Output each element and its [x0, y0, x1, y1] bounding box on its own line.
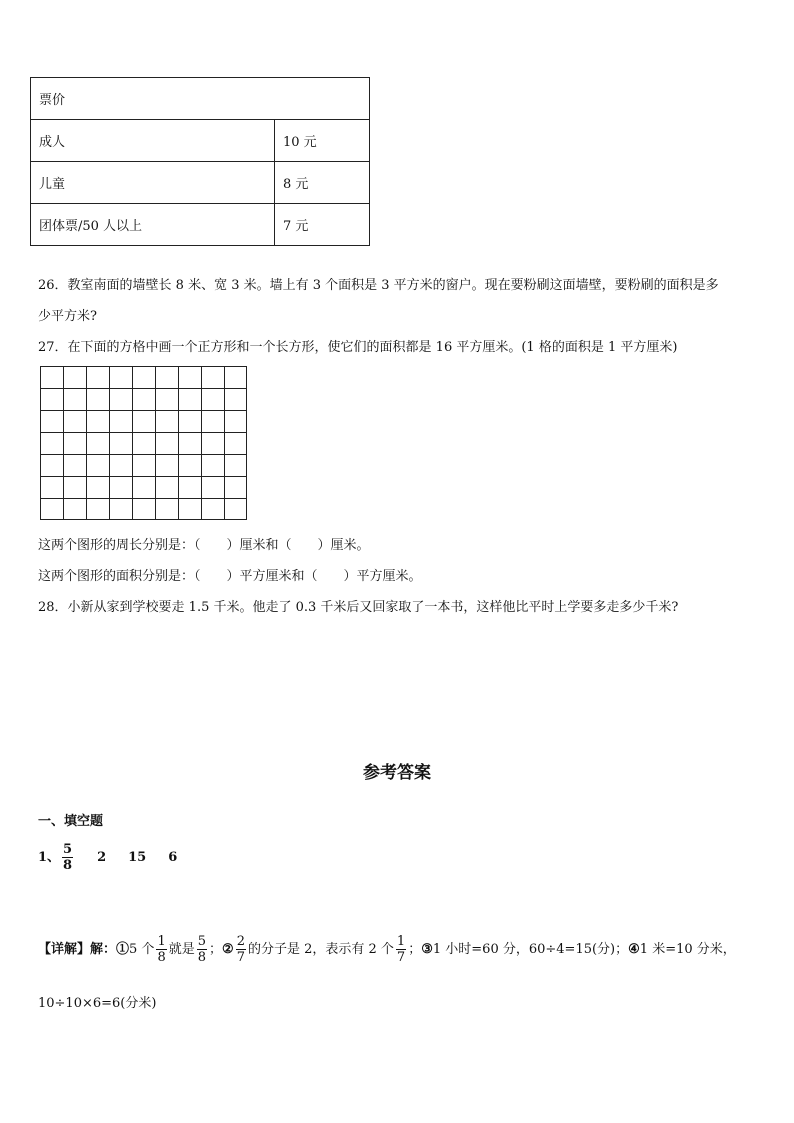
table-header-cell: 票价 [31, 78, 370, 120]
fraction-numerator: 1 [157, 934, 166, 949]
detail-text: ； [408, 942, 422, 957]
detail-text: 就是 [168, 942, 195, 957]
answers-title: 参考答案 [363, 763, 431, 783]
fraction [396, 934, 406, 965]
answer-1-prefix: 1、 [38, 850, 61, 865]
circled-1: ① [116, 942, 130, 957]
table-cell: 10 元 [275, 120, 370, 162]
perimeter-line: 这两个图形的周长分别是：（ ）厘米和（ ）厘米。 [38, 538, 370, 553]
area-line: 这两个图形的面积分别是：（ ）平方厘米和（ ）平方厘米。 [38, 569, 422, 584]
circled-3: ③ [421, 942, 433, 957]
detail-text: 5 个 [129, 942, 155, 957]
fraction-numerator: 1 [396, 934, 406, 949]
table-row [31, 162, 370, 204]
fraction-denominator: 7 [236, 950, 245, 965]
detail-text: 1 小时=60 分，60÷4=15(分)； [432, 942, 629, 957]
table-row [31, 120, 370, 162]
fraction-denominator: 7 [396, 950, 406, 965]
fraction-numerator: 2 [236, 934, 245, 949]
fraction [156, 934, 166, 965]
detail-line-2: 10÷10×6=6(分米) [38, 996, 157, 1011]
question-26-line2: 少平方米? [38, 309, 97, 324]
table-cell: 8 元 [275, 162, 370, 204]
detail-text: ； [209, 942, 223, 957]
table-cell: 成人 [31, 120, 275, 162]
fraction [62, 842, 73, 873]
detail-explanation [38, 934, 736, 965]
circled-4: ④ [628, 942, 640, 957]
fraction-denominator: 8 [157, 950, 166, 965]
section-heading: 一、填空题 [38, 814, 104, 829]
table-cell: 团体票/50 人以上 [31, 204, 275, 246]
price-table [30, 77, 370, 246]
question-28-text: 28．小新从家到学校要走 1.5 千米。他走了 0.3 千米后又回家取了一本书，这样他比平时上学要多走多少千米? [38, 600, 679, 615]
detail-text: 1 米=10 分米， [639, 942, 736, 957]
table-row [31, 78, 370, 120]
circled-2: ② [222, 942, 234, 957]
fraction-numerator: 5 [197, 934, 207, 949]
answer-1-value-2: 2 [97, 850, 107, 865]
square-grid [40, 366, 247, 520]
answer-1 [38, 842, 177, 873]
detail-lead: 【详解】解： [38, 942, 117, 957]
fraction-numerator: 5 [63, 842, 73, 857]
table-row [31, 204, 370, 246]
fraction [197, 934, 207, 965]
answer-1-value-3: 15 [128, 850, 147, 865]
table-cell: 儿童 [31, 162, 275, 204]
fraction-denominator: 8 [197, 950, 207, 965]
table-cell: 7 元 [275, 204, 370, 246]
question-27-text: 27．在下面的方格中画一个正方形和一个长方形，使它们的面积都是 16 平方厘米。(1 格的面积是 1 平方厘米) [38, 340, 678, 355]
detail-text: 的分子是 2，表示有 2 个 [247, 942, 394, 957]
question-26-line1: 26．教室南面的墙壁长 8 米、宽 3 米。墙上有 3 个面积是 3 平方米的窗户。现在要粉刷这面墙壁，要粉刷的面积是多 [38, 278, 719, 293]
fraction-denominator: 8 [63, 858, 73, 873]
fraction [236, 934, 246, 965]
answer-1-value-4: 6 [168, 850, 178, 865]
